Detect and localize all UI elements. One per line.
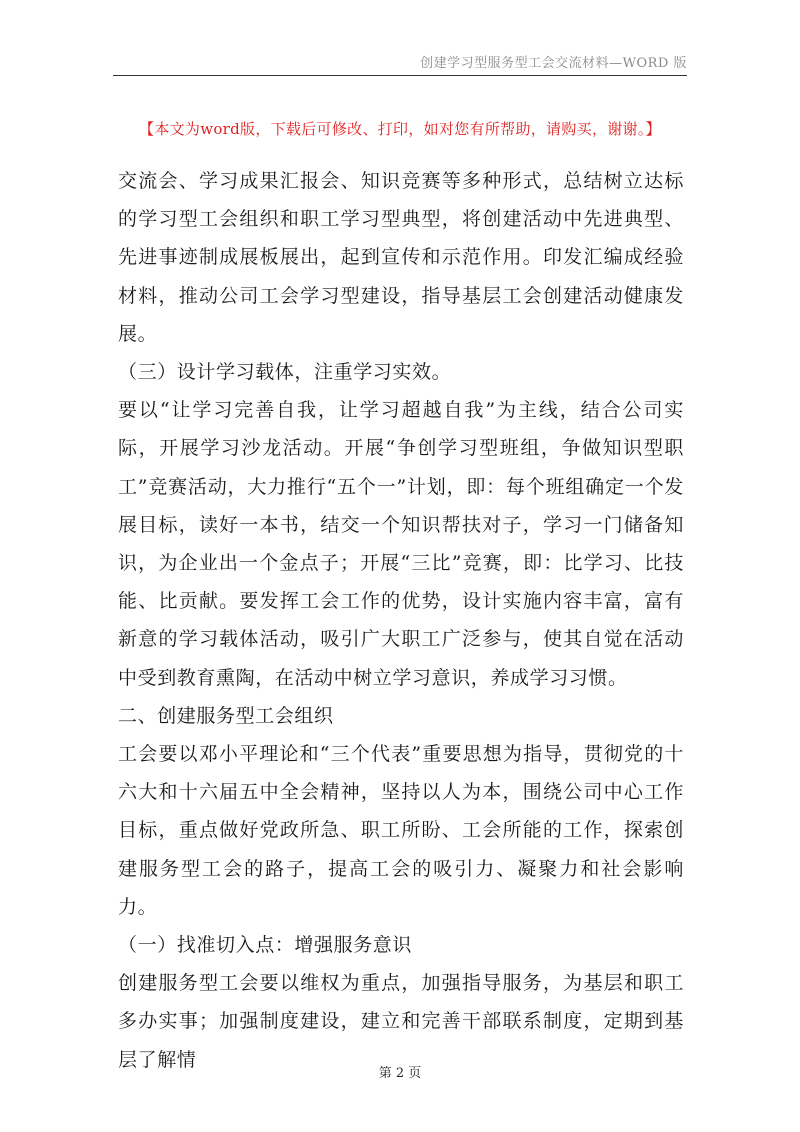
section-heading-learning-carrier: （三）设计学习载体，注重学习实效。 <box>118 361 452 384</box>
page-number: 第 2 页 <box>378 1066 422 1081</box>
paragraph-rights-protection: 创建服务型工会要以维权为重点，加强指导服务，为基层和职工多办实事；加强制度建设，建立和完善干部联系制度，定期到基层了解情 <box>118 972 684 1071</box>
paragraph-learning-activities: 要以“让学习完善自我，让学习超越自我”为主线，结合公司实际，开展学习沙龙活动。开展“争创学习型班组，争做知识型职工”竞赛活动，大力推行“五个一”计划，即：每个班组确定一个发展目标，读好一本书，结交一个知识帮扶对子，学习一门储备知识，为企业出一个金点子；开展“三比”竞赛，即：比学习、比技能、比贡献。要发挥工会工作的优势，设计实施内容丰富，富有新意的学习载体活动，吸引广大职工广泛参与，使其自觉在活动中受到教育熏陶，在活动中树立学习意识，养成学习习惯。 <box>118 399 684 689</box>
section-heading-entry-point: （一）找准切入点：增强服务意识 <box>118 934 413 957</box>
paragraph-service-union: 工会要以邓小平理论和“三个代表”重要思想为指导，贯彻党的十六大和十六届五中全会精神，坚持以人为本，围绕公司中心工作目标，重点做好党政所急、职工所盼、工会所能的工作，探索创建服务型工会的路子，提高工会的吸引力、凝聚力和社会影响力。 <box>118 743 684 918</box>
header-title: 创建学习型服务型工会交流材料—WORD 版 <box>420 56 687 71</box>
header-divider <box>113 75 687 76</box>
paragraph-summary: 交流会、学习成果汇报会、知识竞赛等多种形式，总结树立达标的学习型工会组织和职工学习型典型，将创建活动中先进典型、先进事迹制成展板展出，起到宣传和示范作用。印发汇编成经验材料，推动公司工会学习型建设，指导基层工会创建活动健康发展。 <box>118 170 684 345</box>
download-notice: 【本文为word版，下载后可修改、打印，如对您有所帮助，请购买，谢谢。】 <box>139 120 661 138</box>
section-heading-service-union: 二、创建服务型工会组织 <box>118 704 334 727</box>
document-body <box>118 162 684 1079</box>
